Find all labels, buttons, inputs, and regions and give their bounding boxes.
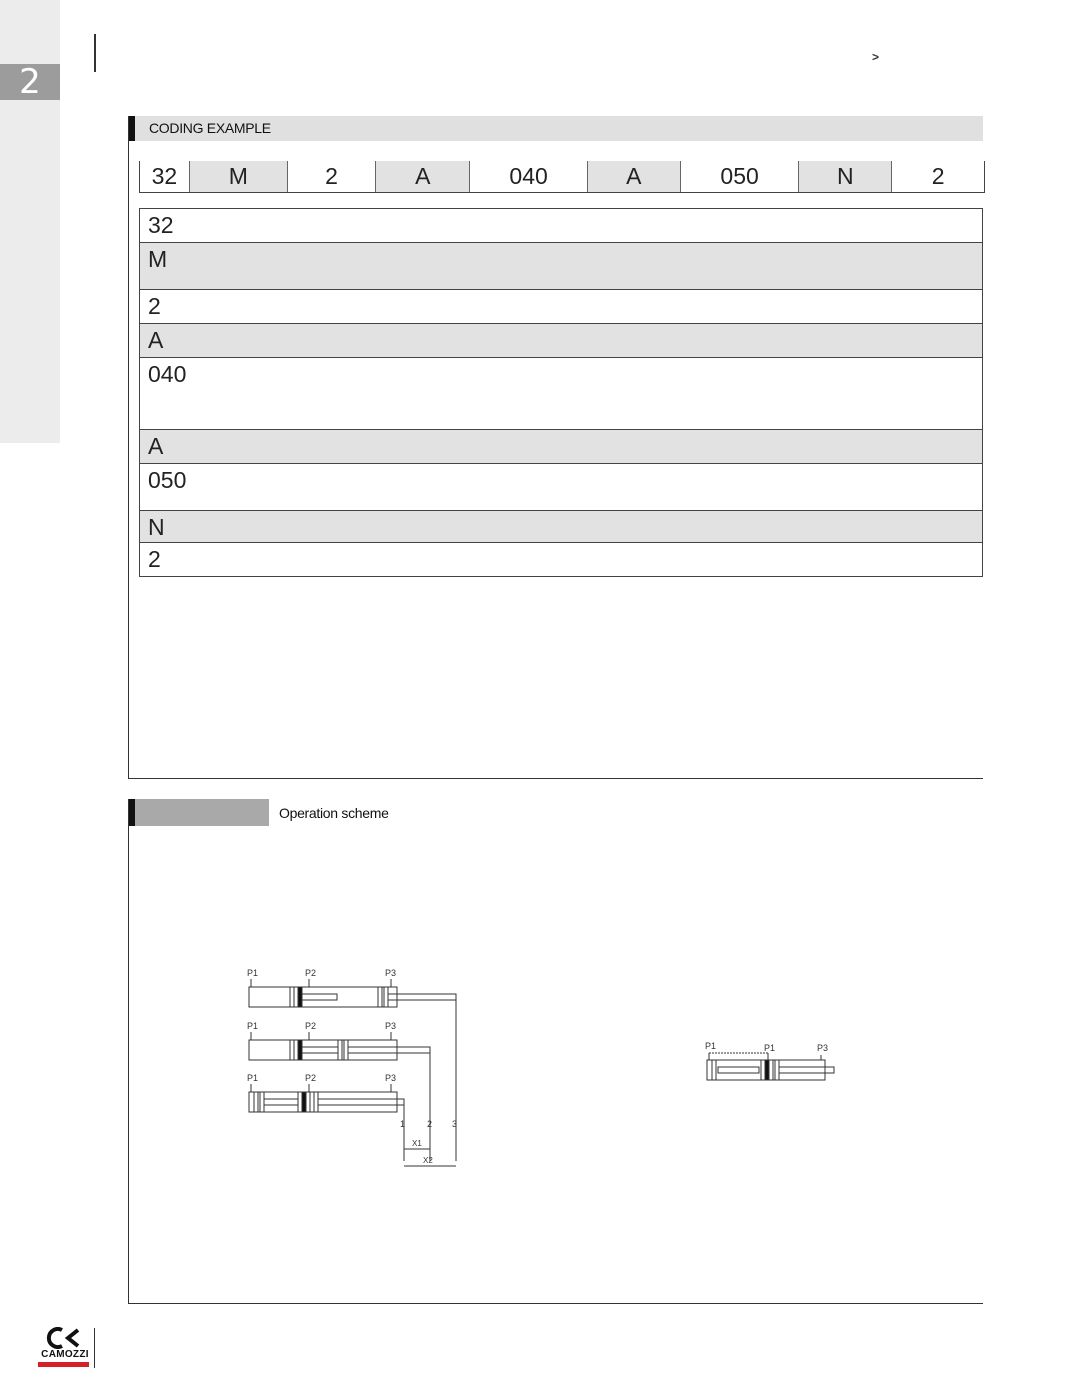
code-cell: 2 (931, 163, 945, 189)
section-title: CODING EXAMPLE (149, 120, 271, 136)
code-label: 050 (148, 467, 187, 493)
code-definition-row (140, 430, 982, 464)
code-label: 2 (148, 293, 161, 319)
code-label: N (148, 514, 165, 540)
chapter-tab[interactable]: 2 (0, 64, 60, 100)
two-position-cylinder-diagram (703, 1037, 843, 1087)
code-cell: M (190, 161, 288, 192)
code-definition-row (140, 464, 982, 511)
code-cell: 32 (140, 161, 190, 192)
port-label: P3 (817, 1043, 829, 1053)
code-definition-row (140, 543, 982, 576)
position-label: 2 (427, 1119, 433, 1129)
code-definition-row (140, 324, 982, 358)
code-definition-row (140, 243, 982, 290)
code-label: 2 (148, 546, 161, 572)
code-cell: 040 (470, 161, 588, 192)
code-definition-row (140, 290, 982, 324)
logo-text: CAMOZZI (41, 1349, 89, 1360)
code-definition-row (140, 358, 982, 430)
position-label: 3 (452, 1119, 458, 1129)
port-label: P1 (764, 1043, 776, 1053)
section-marker (129, 799, 135, 826)
port-label: P1 (247, 1021, 259, 1031)
code-strip (139, 161, 985, 193)
header-rule (94, 34, 96, 72)
camozzi-logo (38, 1327, 92, 1369)
code-label: A (148, 327, 164, 353)
port-label: P1 (247, 1073, 259, 1083)
position-label: 1 (400, 1119, 406, 1129)
three-position-cylinder-diagram (241, 961, 481, 1171)
port-label: P3 (385, 968, 397, 978)
port-label: P2 (305, 1021, 317, 1031)
section-header (129, 116, 983, 141)
code-label: 040 (148, 361, 187, 387)
footer-rule (94, 1328, 95, 1368)
port-label: P2 (305, 968, 317, 978)
dimension-label: X1 (412, 1139, 422, 1148)
code-definition-table (139, 208, 983, 577)
section-header (129, 799, 269, 826)
port-label: P1 (247, 968, 259, 978)
section-marker (129, 116, 135, 141)
code-label: 32 (148, 212, 174, 238)
code-label: A (148, 433, 164, 459)
code-cell: 2 (288, 161, 377, 192)
code-cell: A (376, 161, 470, 192)
port-label: P1 (705, 1041, 717, 1051)
camozzi-mark-icon (38, 1327, 92, 1349)
coding-example-section (128, 116, 983, 779)
code-cell: 050 (681, 161, 800, 192)
port-label: P3 (385, 1073, 397, 1083)
nav-arrow-icon[interactable]: > (872, 50, 880, 64)
code-label: M (148, 246, 168, 272)
dimension-label: X2 (423, 1156, 433, 1165)
code-cell: N (799, 161, 892, 192)
section-title: Operation scheme (279, 805, 389, 821)
code-definition-row (140, 209, 982, 243)
logo-bar (38, 1362, 89, 1367)
port-label: P2 (305, 1073, 317, 1083)
code-definition-row (140, 511, 982, 543)
port-label: P3 (385, 1021, 397, 1031)
code-cell: A (588, 161, 681, 192)
operation-scheme-section (128, 799, 983, 1304)
